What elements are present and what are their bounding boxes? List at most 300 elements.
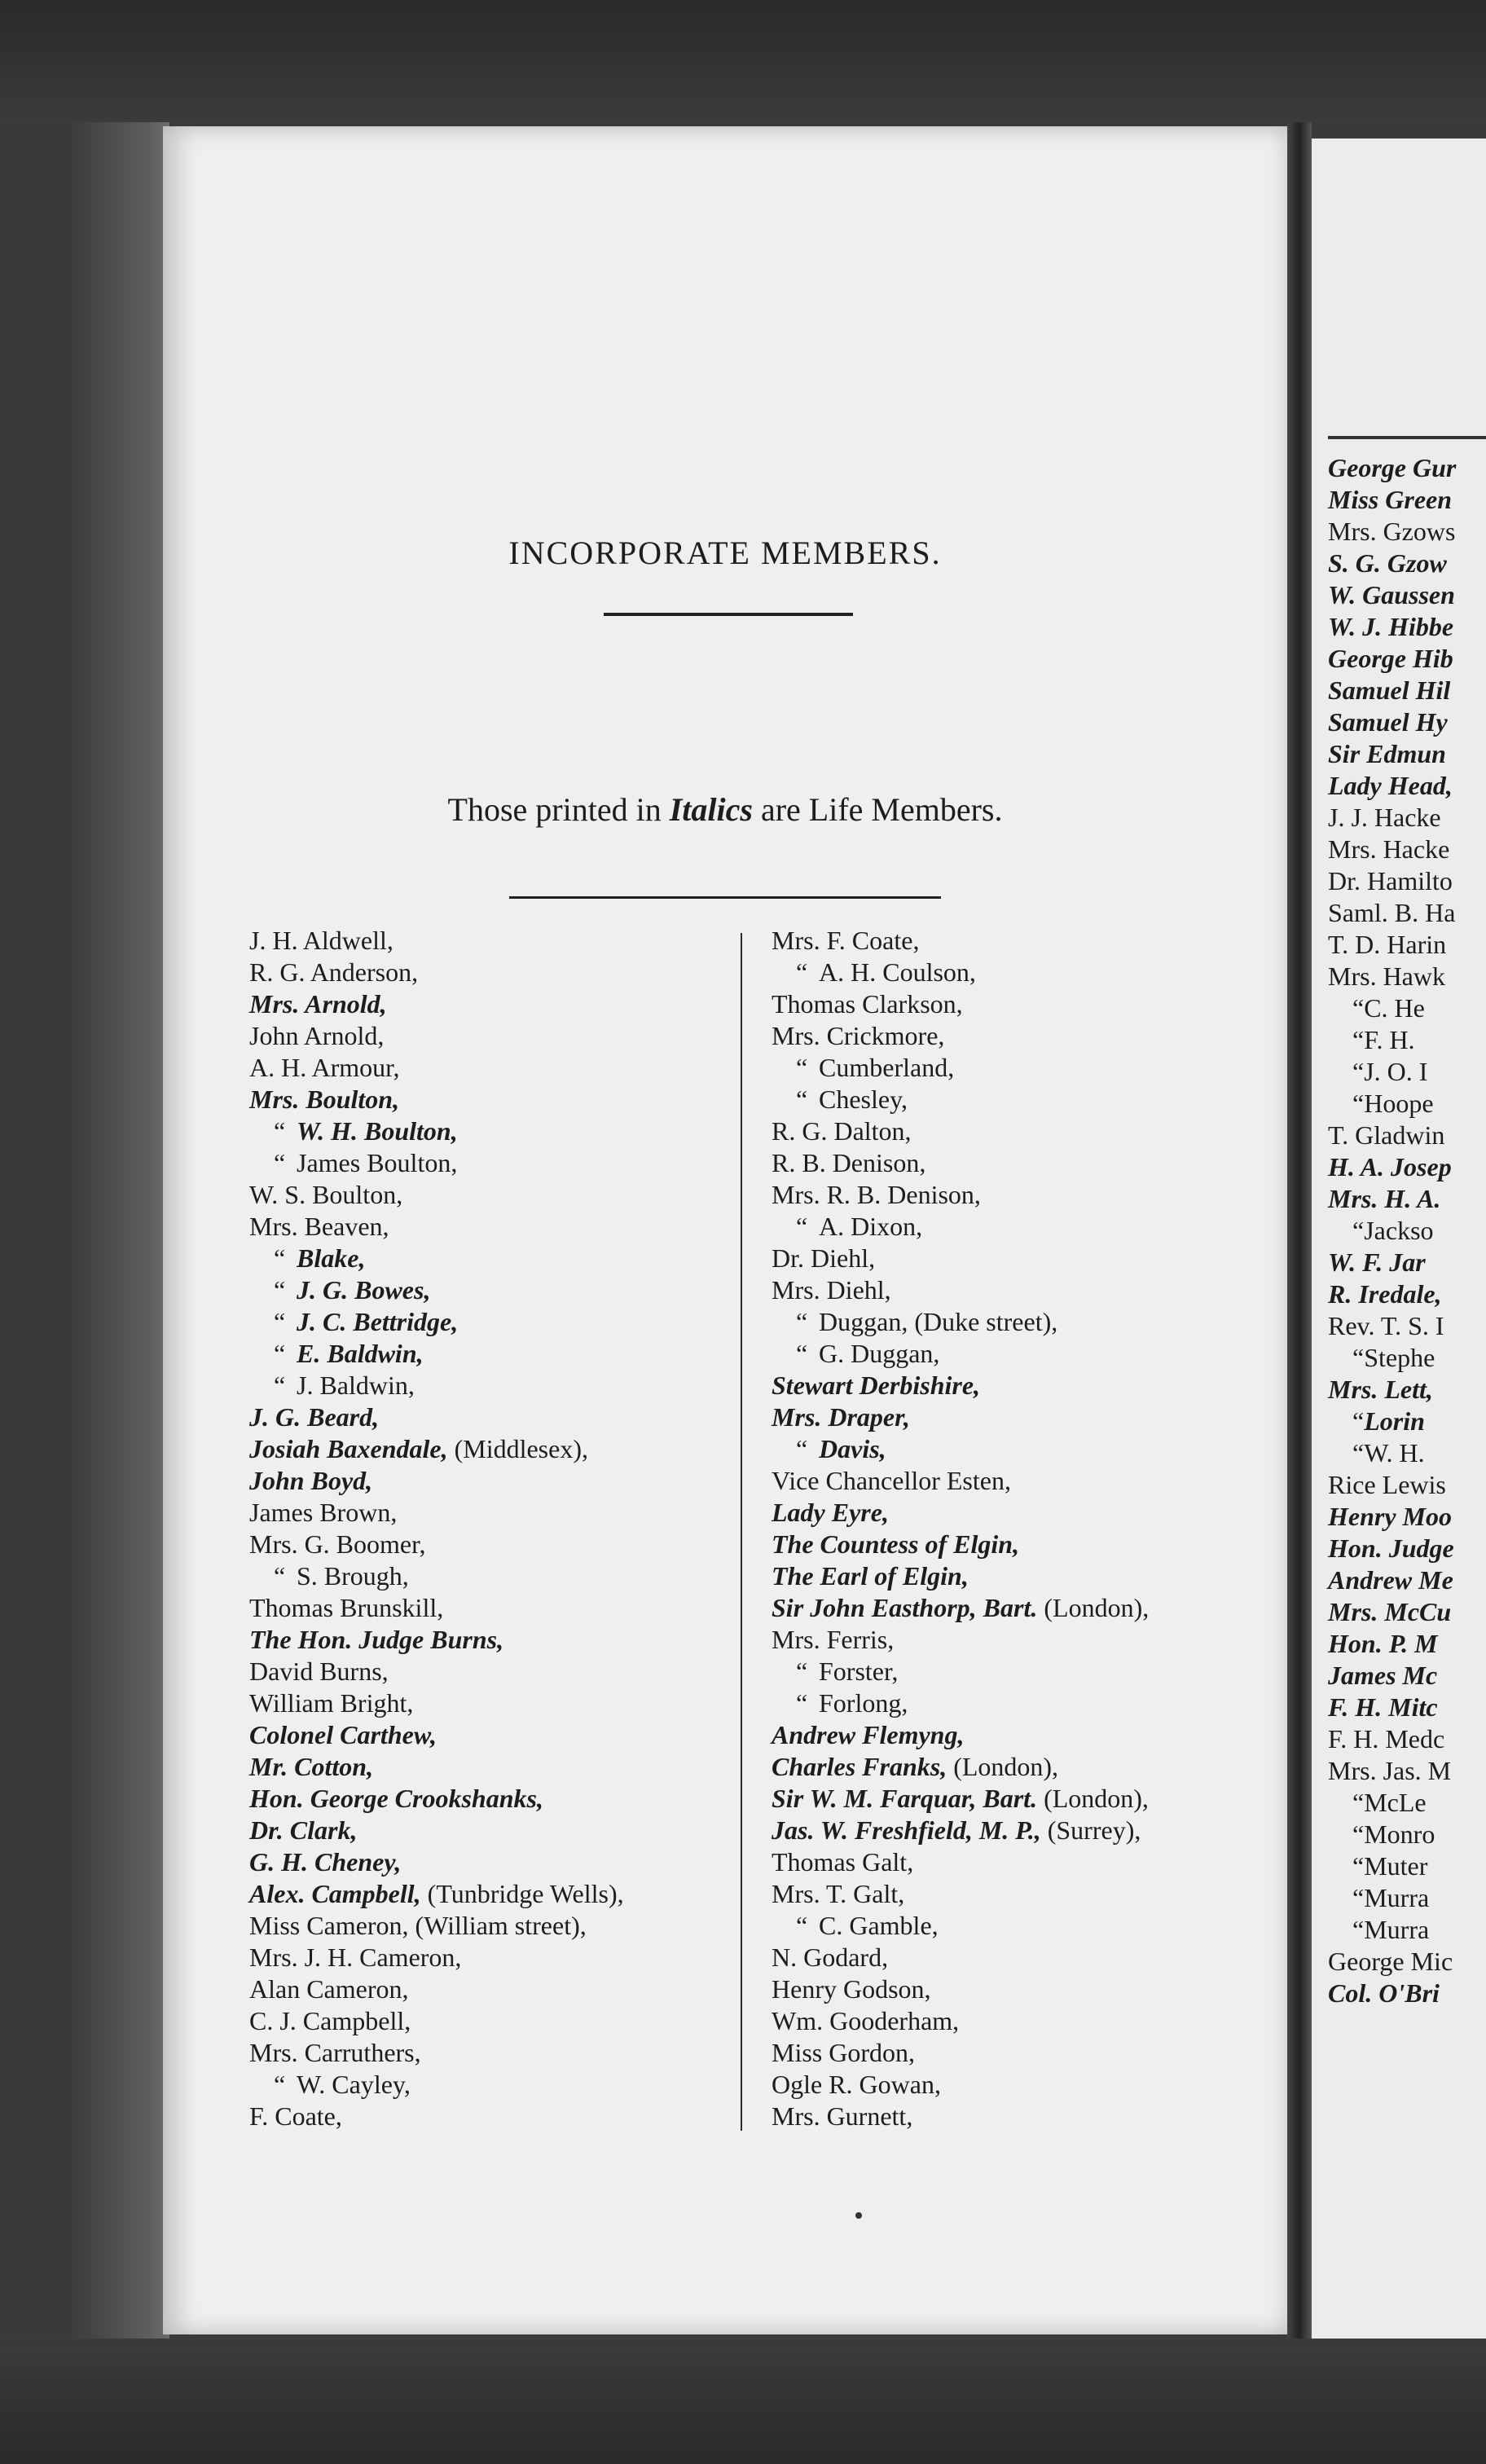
ditto-mark: “ — [1352, 1915, 1365, 1944]
member-text: Mrs. Hacke — [1328, 834, 1450, 864]
member-text: C. Gamble, — [819, 1911, 939, 1940]
member-text: Dr. Diehl, — [772, 1243, 876, 1273]
member-entry — [772, 1815, 1149, 1846]
book-binding-edge — [72, 122, 169, 2339]
life-member-name: The Earl of Elgin, — [772, 1561, 969, 1591]
member-entry — [1328, 1501, 1456, 1533]
book-page — [163, 126, 1287, 2334]
member-entry — [249, 2005, 624, 2037]
member-text: Stephe — [1364, 1343, 1435, 1372]
member-entry — [1328, 1564, 1456, 1596]
member-entry — [1328, 929, 1456, 961]
member-text: Chesley, — [819, 1085, 908, 1114]
life-member-name: Col. O'Bri — [1328, 1978, 1440, 2008]
member-text: J. O. I — [1364, 1057, 1428, 1086]
life-member-name: James Mc — [1328, 1661, 1438, 1690]
member-text: (London), — [1037, 1593, 1150, 1622]
page-heading: INCORPORATE MEMBERS. — [508, 535, 942, 571]
member-text: (Middlesex), — [447, 1434, 588, 1463]
member-entry — [1328, 1723, 1456, 1755]
life-member-name: E. Baldwin, — [297, 1339, 424, 1368]
member-text: Mrs. Diehl, — [772, 1275, 891, 1305]
ditto-mark: “ — [796, 1212, 808, 1241]
life-member-name: Mrs. McCu — [1328, 1597, 1452, 1626]
member-entry — [1328, 1596, 1456, 1628]
member-entry — [249, 1973, 624, 2005]
member-entry — [249, 1687, 624, 1719]
member-entry — [1328, 1755, 1456, 1787]
member-text: W. H. — [1364, 1438, 1425, 1467]
ditto-mark: “ — [1352, 1788, 1365, 1817]
member-entry — [772, 1942, 1149, 1973]
member-entry — [772, 1719, 1149, 1751]
member-text: Miss Gordon, — [772, 2038, 916, 2067]
member-text: Mrs. Beaven, — [249, 1212, 389, 1241]
ditto-mark: “ — [1352, 1025, 1365, 1054]
member-entry — [1328, 1978, 1456, 2009]
heading-rule — [604, 613, 853, 616]
member-entry — [249, 1656, 624, 1687]
ditto-mark: “ — [274, 1561, 286, 1591]
life-member-name: F. H. Mitc — [1328, 1692, 1438, 1722]
subheading-text-after: are Life Members. — [752, 791, 1003, 828]
life-member-name: J. C. Bettridge, — [297, 1307, 459, 1336]
member-entry — [249, 1465, 624, 1497]
member-text: Mrs. Crickmore, — [772, 1021, 945, 1050]
member-text: Thomas Brunskill, — [249, 1593, 444, 1622]
member-text: R. G. Anderson, — [249, 957, 419, 987]
member-entry — [1328, 770, 1456, 802]
member-entry — [772, 1115, 1149, 1147]
members-column-left — [249, 925, 624, 2132]
subheading-text-before: Those printed in — [447, 791, 670, 828]
member-entry — [1328, 1247, 1456, 1278]
member-entry — [772, 1878, 1149, 1910]
column-divider — [741, 933, 742, 2131]
adjacent-page-rule — [1328, 436, 1486, 439]
member-entry — [1328, 548, 1456, 579]
member-entry — [1328, 1787, 1456, 1819]
member-entry — [772, 1656, 1149, 1687]
member-text: A. H. Coulson, — [819, 957, 976, 987]
member-entry — [249, 2037, 624, 2069]
member-entry — [772, 1560, 1149, 1592]
member-entry — [249, 1942, 624, 1973]
member-text: John Arnold, — [249, 1021, 385, 1050]
member-entry — [249, 1560, 624, 1592]
member-text: (Surrey), — [1040, 1815, 1141, 1845]
life-member-name: W. Gaussen — [1328, 580, 1455, 609]
member-text: Mrs. Gurnett, — [772, 2101, 913, 2131]
member-text: Forster, — [819, 1657, 899, 1686]
member-entry — [249, 1751, 624, 1783]
member-entry — [249, 1115, 624, 1147]
member-text: Mrs. Gzows — [1328, 517, 1456, 546]
member-text: S. Brough, — [297, 1561, 409, 1591]
member-text: N. Godard, — [772, 1943, 889, 1972]
member-text: Forlong, — [819, 1688, 908, 1718]
member-text: Vice Chancellor Esten, — [772, 1466, 1011, 1495]
member-entry — [772, 1433, 1149, 1465]
member-entry — [772, 1624, 1149, 1656]
member-entry — [249, 1878, 624, 1910]
member-entry — [772, 1910, 1149, 1942]
life-member-name: J. G. Beard, — [249, 1402, 380, 1432]
life-member-name: Samuel Hy — [1328, 707, 1448, 737]
ditto-mark: “ — [796, 1657, 808, 1686]
member-text: A. H. Armour, — [249, 1053, 400, 1082]
member-text: Mrs. Carruthers, — [249, 2038, 421, 2067]
member-text: Miss Cameron, (William street), — [249, 1911, 587, 1940]
member-entry — [249, 1624, 624, 1656]
member-entry — [1328, 1056, 1456, 1088]
member-text: T. D. Harin — [1328, 930, 1447, 959]
member-entry — [1328, 1533, 1456, 1564]
member-entry — [249, 1401, 624, 1433]
member-text: Mrs. T. Galt, — [772, 1879, 905, 1908]
member-entry — [772, 1973, 1149, 2005]
member-entry — [772, 1211, 1149, 1243]
member-text: Dr. Hamilto — [1328, 866, 1453, 895]
life-member-name: The Hon. Judge Burns, — [249, 1625, 504, 1654]
life-member-name: John Boyd, — [249, 1466, 373, 1495]
ditto-mark: “ — [1352, 1406, 1365, 1436]
member-text: Mrs. J. H. Cameron, — [249, 1943, 462, 1972]
member-entry — [249, 957, 624, 988]
page-subheading — [163, 790, 1287, 829]
book-gutter — [1287, 122, 1312, 2339]
life-member-name: Lady Eyre, — [772, 1498, 889, 1527]
life-member-name: Mrs. Boulton, — [249, 1085, 400, 1114]
member-text: (Tunbridge Wells), — [420, 1879, 624, 1908]
ditto-mark: “ — [274, 1148, 286, 1177]
member-text: J. H. Aldwell, — [249, 926, 393, 955]
member-text: Mrs. F. Coate, — [772, 926, 920, 955]
member-entry — [772, 1465, 1149, 1497]
member-text: A. Dixon, — [819, 1212, 923, 1241]
member-entry — [1328, 1088, 1456, 1120]
member-entry — [772, 1529, 1149, 1560]
member-text: Mrs. Hawk — [1328, 961, 1445, 991]
member-text: Rev. T. S. I — [1328, 1311, 1444, 1340]
member-entry — [1328, 1660, 1456, 1692]
member-entry — [249, 1815, 624, 1846]
member-entry — [249, 925, 624, 957]
member-entry — [1328, 1628, 1456, 1660]
ditto-mark: “ — [796, 957, 808, 987]
member-text: Jackso — [1364, 1216, 1434, 1245]
member-entry — [1328, 1819, 1456, 1850]
ditto-mark: “ — [796, 1053, 808, 1082]
member-text: T. Gladwin — [1328, 1120, 1445, 1150]
life-member-name: Mrs. H. A. — [1328, 1184, 1441, 1213]
member-entry — [1328, 1120, 1456, 1151]
life-member-name: Colonel Carthew, — [249, 1720, 437, 1749]
member-entry — [772, 1497, 1149, 1529]
member-entry — [1328, 897, 1456, 929]
subheading-italic-word: Italics — [669, 791, 753, 828]
life-member-name: The Countess of Elgin, — [772, 1529, 1020, 1559]
ditto-mark: “ — [1352, 1343, 1365, 1372]
life-member-name: Mrs. Arnold, — [249, 989, 387, 1019]
member-entry — [1328, 1437, 1456, 1469]
ditto-mark: “ — [1352, 993, 1365, 1023]
life-member-name: Hon. Judge — [1328, 1533, 1454, 1563]
member-entry — [1328, 1882, 1456, 1914]
member-text: James Brown, — [249, 1498, 398, 1527]
ditto-mark: “ — [1352, 1057, 1365, 1086]
member-entry — [772, 2005, 1149, 2037]
life-member-name: Davis, — [819, 1434, 886, 1463]
member-entry — [1328, 1946, 1456, 1978]
life-member-name: Mrs. Lett, — [1328, 1375, 1433, 1404]
member-text: J. J. Hacke — [1328, 803, 1441, 832]
member-text: Mrs. R. B. Denison, — [772, 1180, 981, 1209]
life-member-name: Lorin — [1364, 1406, 1425, 1436]
member-entry — [772, 1052, 1149, 1084]
member-text: Mrs. Ferris, — [772, 1625, 895, 1654]
member-entry — [249, 1147, 624, 1179]
ditto-mark: “ — [274, 1275, 286, 1305]
life-member-name: Stewart Derbishire, — [772, 1371, 981, 1400]
life-member-name: Mr. Cotton, — [249, 1752, 374, 1781]
member-text: C. J. Campbell, — [249, 2006, 411, 2035]
member-text: Muter — [1364, 1851, 1428, 1881]
member-text: Thomas Galt, — [772, 1847, 914, 1877]
member-text: W. Cayley, — [297, 2070, 411, 2099]
life-member-name: Blake, — [297, 1243, 366, 1273]
life-member-name: Charles Franks, — [772, 1752, 947, 1781]
adjacent-page-column — [1328, 452, 1456, 2009]
member-entry — [249, 1338, 624, 1370]
member-text: Rice Lewis — [1328, 1470, 1446, 1499]
life-member-name: R. Iredale, — [1328, 1279, 1442, 1309]
scan-background-top — [0, 0, 1486, 122]
ditto-mark: “ — [1352, 1438, 1365, 1467]
member-entry — [1328, 643, 1456, 675]
member-text: Mrs. Jas. M — [1328, 1756, 1452, 1785]
member-entry — [1328, 865, 1456, 897]
member-entry — [772, 1243, 1149, 1274]
life-member-name: S. G. Gzow — [1328, 548, 1447, 578]
member-entry — [249, 1084, 624, 1115]
member-entry — [772, 1147, 1149, 1179]
member-text: J. Baldwin, — [297, 1371, 415, 1400]
life-member-name: Jas. W. Freshfield, M. P., — [772, 1815, 1041, 1845]
member-entry — [249, 1211, 624, 1243]
ditto-mark: “ — [274, 2070, 286, 2099]
member-entry — [249, 988, 624, 1020]
member-entry — [1328, 1374, 1456, 1406]
member-text: R. B. Denison, — [772, 1148, 926, 1177]
member-entry — [1328, 1278, 1456, 1310]
member-entry — [1328, 1151, 1456, 1183]
member-entry — [772, 1783, 1149, 1815]
member-text: F. Coate, — [249, 2101, 342, 2131]
member-text: G. Duggan, — [819, 1339, 940, 1368]
member-entry — [772, 1370, 1149, 1401]
life-member-name: H. A. Josep — [1328, 1152, 1452, 1181]
life-member-name: Hon. P. M — [1328, 1629, 1438, 1658]
life-member-name: Sir John Easthorp, Bart. — [772, 1593, 1038, 1622]
member-entry — [772, 925, 1149, 957]
member-entry — [1328, 579, 1456, 611]
life-member-name: Miss Green — [1328, 485, 1453, 514]
member-entry — [772, 1306, 1149, 1338]
member-entry — [1328, 1215, 1456, 1247]
member-entry — [249, 1306, 624, 1338]
ditto-mark: “ — [274, 1371, 286, 1400]
ditto-mark: “ — [1352, 1851, 1365, 1881]
member-entry — [249, 1592, 624, 1624]
member-text: (London), — [947, 1752, 1059, 1781]
ditto-mark: “ — [1352, 1216, 1365, 1245]
member-text: Henry Godson, — [772, 1974, 931, 2004]
member-entry — [249, 1910, 624, 1942]
member-entry — [772, 1274, 1149, 1306]
member-entry — [249, 1719, 624, 1751]
member-entry — [1328, 1692, 1456, 1723]
life-member-name: Sir Edmun — [1328, 739, 1446, 768]
member-entry — [1328, 484, 1456, 516]
ditto-mark: “ — [796, 1911, 808, 1940]
member-entry — [772, 1846, 1149, 1878]
ditto-mark: “ — [1352, 1819, 1365, 1849]
member-text: Ogle R. Gowan, — [772, 2070, 941, 2099]
member-text: David Burns, — [249, 1657, 389, 1686]
life-member-name: Andrew Me — [1328, 1565, 1453, 1595]
member-text: Monro — [1364, 1819, 1435, 1849]
member-entry — [772, 2037, 1149, 2069]
member-text: William Bright, — [249, 1688, 414, 1718]
ditto-mark: “ — [796, 1307, 808, 1336]
member-entry — [772, 2101, 1149, 2132]
ditto-mark: “ — [1352, 1883, 1365, 1912]
adjacent-page — [1312, 139, 1486, 2339]
member-entry — [1328, 1914, 1456, 1946]
member-text: Mrs. G. Boomer, — [249, 1529, 426, 1559]
page-mark — [855, 2212, 862, 2219]
member-text: F. H. Medc — [1328, 1724, 1445, 1753]
member-text: Alan Cameron, — [249, 1974, 409, 2004]
member-text: Duggan, (Duke street), — [819, 1307, 1058, 1336]
member-text: W. S. Boulton, — [249, 1180, 403, 1209]
member-text: R. G. Dalton, — [772, 1116, 912, 1146]
scan-background-bottom — [0, 2339, 1486, 2464]
life-member-name: George Gur — [1328, 453, 1457, 482]
member-entry — [772, 1592, 1149, 1624]
member-entry — [249, 1370, 624, 1401]
member-entry — [1328, 992, 1456, 1024]
life-member-name: W. F. Jar — [1328, 1247, 1426, 1277]
member-entry — [772, 957, 1149, 988]
ditto-mark: “ — [274, 1243, 286, 1273]
member-text: Hoope — [1364, 1089, 1434, 1118]
member-entry — [249, 1529, 624, 1560]
member-text: (London), — [1037, 1784, 1149, 1813]
member-entry — [249, 1846, 624, 1878]
member-text: James Boulton, — [297, 1148, 458, 1177]
life-member-name: Lady Head, — [1328, 771, 1453, 800]
member-entry — [1328, 1310, 1456, 1342]
ditto-mark: “ — [274, 1116, 286, 1146]
member-text: Cumberland, — [819, 1053, 955, 1082]
ditto-mark: “ — [1352, 1089, 1365, 1118]
life-member-name: G. H. Cheney, — [249, 1847, 402, 1877]
ditto-mark: “ — [796, 1688, 808, 1718]
member-entry — [249, 1274, 624, 1306]
life-member-name: Andrew Flemyng, — [772, 1720, 965, 1749]
member-entry — [772, 1084, 1149, 1115]
member-entry — [1328, 1406, 1456, 1437]
member-entry — [1328, 1183, 1456, 1215]
member-entry — [1328, 611, 1456, 643]
member-text: McLe — [1364, 1788, 1427, 1817]
member-entry — [1328, 452, 1456, 484]
ditto-mark: “ — [274, 1339, 286, 1368]
member-entry — [772, 2069, 1149, 2101]
member-entry — [772, 1687, 1149, 1719]
life-member-name: Samuel Hil — [1328, 675, 1451, 705]
members-column-right — [772, 925, 1149, 2132]
member-entry — [249, 1020, 624, 1052]
member-entry — [772, 988, 1149, 1020]
member-text: George Mic — [1328, 1947, 1453, 1976]
member-text: C. He — [1364, 993, 1425, 1023]
member-entry — [1328, 834, 1456, 865]
columns-top-rule — [509, 896, 941, 899]
member-entry — [1328, 1024, 1456, 1056]
life-member-name: Josiah Baxendale, — [249, 1434, 448, 1463]
member-entry — [1328, 1469, 1456, 1501]
member-entry — [249, 1433, 624, 1465]
member-entry — [1328, 1342, 1456, 1374]
ditto-mark: “ — [796, 1085, 808, 1114]
member-entry — [1328, 738, 1456, 770]
member-entry — [1328, 706, 1456, 738]
member-entry — [249, 1243, 624, 1274]
member-text: Murra — [1364, 1883, 1430, 1912]
member-entry — [772, 1338, 1149, 1370]
member-entry — [1328, 1850, 1456, 1882]
member-entry — [249, 1179, 624, 1211]
ditto-mark: “ — [796, 1434, 808, 1463]
member-entry — [249, 1783, 624, 1815]
life-member-name: Alex. Campbell, — [249, 1879, 421, 1908]
member-text: Wm. Gooderham, — [772, 2006, 960, 2035]
member-entry — [1328, 961, 1456, 992]
member-entry — [772, 1020, 1149, 1052]
ditto-mark: “ — [274, 1307, 286, 1336]
member-entry — [1328, 675, 1456, 706]
life-member-name: Henry Moo — [1328, 1502, 1452, 1531]
member-entry — [249, 1497, 624, 1529]
life-member-name: Sir W. M. Farquar, Bart. — [772, 1784, 1038, 1813]
member-entry — [772, 1401, 1149, 1433]
life-member-name: Mrs. Draper, — [772, 1402, 910, 1432]
ditto-mark: “ — [796, 1339, 808, 1368]
member-entry — [1328, 516, 1456, 548]
member-entry — [249, 2069, 624, 2101]
life-member-name: Dr. Clark, — [249, 1815, 358, 1845]
life-member-name: J. G. Bowes, — [297, 1275, 431, 1305]
life-member-name: George Hib — [1328, 644, 1453, 673]
member-text: Thomas Clarkson, — [772, 989, 963, 1019]
member-text: Saml. B. Ha — [1328, 898, 1456, 927]
member-entry — [772, 1179, 1149, 1211]
member-entry — [1328, 802, 1456, 834]
member-entry — [249, 2101, 624, 2132]
